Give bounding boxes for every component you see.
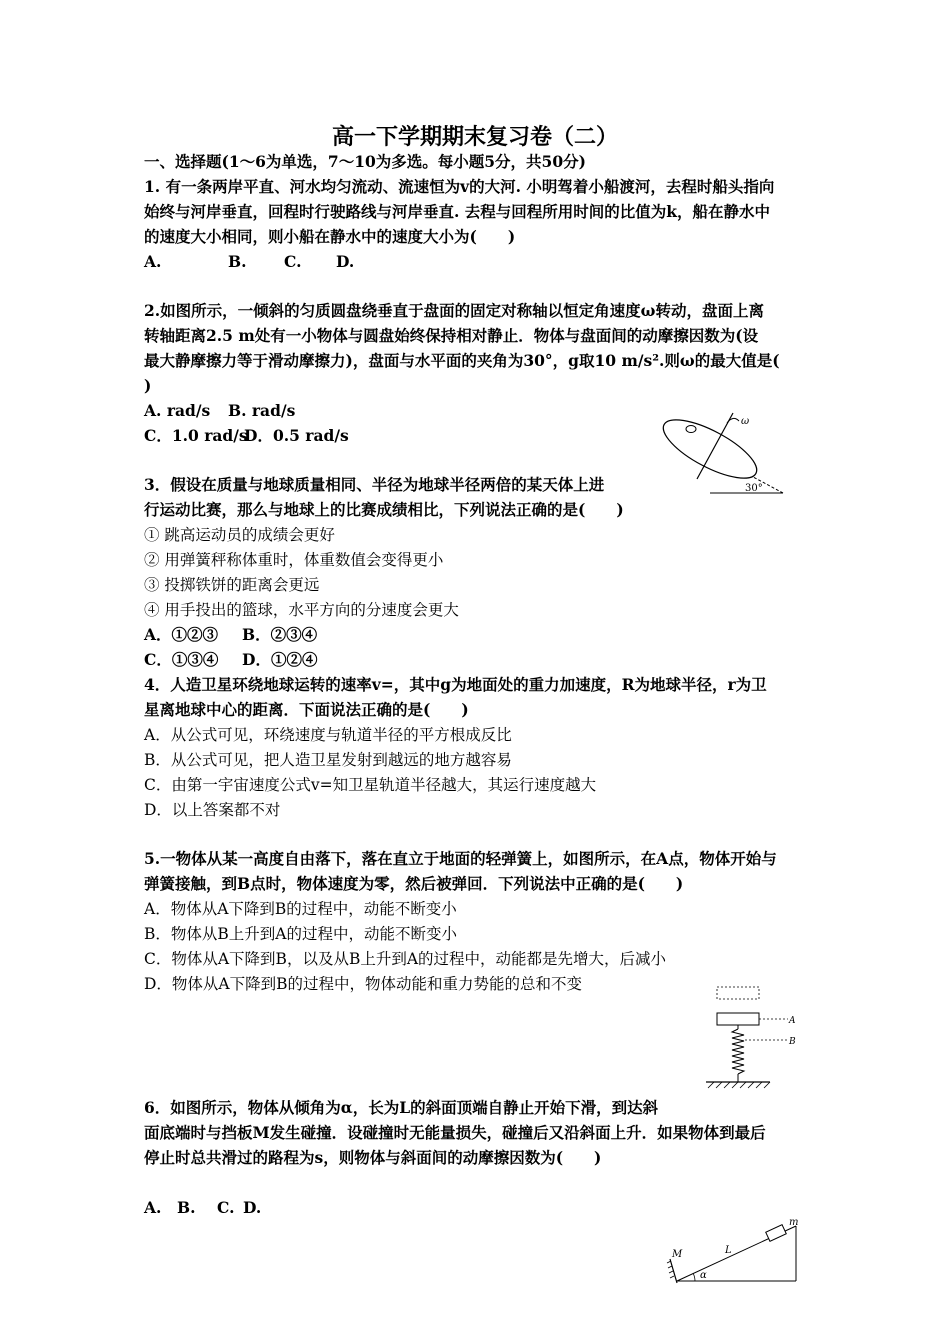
q6-line-2: 面底端时与挡板M发生碰撞．设碰撞时无能量损失，碰撞后又沿斜面上升．如果物体到最后 — [144, 1123, 766, 1142]
q2-line-4: ) — [144, 376, 152, 395]
q1-line-3: 的速度大小相同，则小船在静水中的速度大小为( ) — [144, 227, 516, 246]
label-length: L — [725, 1245, 732, 1256]
q6-option-a: A. — [144, 1198, 162, 1217]
q3-line-2: 行运动比赛，那么与地球上的比赛成绩相比，下列说法正确的是( ) — [144, 500, 624, 519]
q1-option-a: A. — [144, 252, 162, 271]
q5-line-1: 5.一物体从某一高度自由落下，落在直立于地面的轻弹簧上，如图所示，在A点，物体开始与 — [144, 849, 777, 868]
q6-line-1: 6．如图所示，物体从倾角为α，长为L的斜面顶端自静止开始下滑，到达斜 — [144, 1098, 659, 1117]
sliding-block — [766, 1225, 787, 1242]
q2-option-b: B. rad/s — [228, 401, 296, 420]
q3-options-row-2 — [144, 648, 317, 672]
q3-option-c: C．①③④ — [144, 650, 219, 669]
label-a: A — [789, 1016, 796, 1026]
q3-statement-4: ④ 用手投出的篮球，水平方向的分速度会更大 — [144, 601, 459, 619]
label-alpha: α — [700, 1270, 707, 1281]
q6-options — [144, 1196, 261, 1220]
spring-figure — [700, 982, 810, 1094]
q5-option-c: C．物体从A下降到B，以及从B上升到A的过程中，动能都是先增大，后减小 — [144, 950, 667, 968]
q2-options-row-2 — [144, 424, 349, 448]
q1-line-2: 始终与河岸垂直，回程时行驶路线与河岸垂直. 去程与回程所用时间的比值为k，船在静水中 — [144, 202, 771, 221]
q4-line-2: 星离地球中心的距离．下面说法正确的是( ) — [144, 700, 469, 719]
omega-label: ω — [741, 416, 750, 427]
q1-option-c: C. — [284, 252, 302, 271]
q5-option-a: A．物体从A下降到B的过程中，动能不断变小 — [144, 900, 457, 918]
q5-option-d: D．物体从A下降到B的过程中，物体动能和重力势能的总和不变 — [144, 975, 583, 993]
q4-option-c: C．由第一宇宙速度公式v=知卫星轨道半径越大，其运行速度越大 — [144, 776, 597, 794]
small-object — [686, 426, 696, 433]
ground-hatch — [708, 1082, 770, 1088]
q3-statement-2: ② 用弹簧秤称体重时，体重数值会变得更小 — [144, 551, 444, 569]
q4-line-1: 4．人造卫星环绕地球运转的速率v=，其中g为地面处的重力加速度，R为地球半径，r为卫 — [144, 675, 767, 694]
barrier-wall — [670, 1259, 677, 1283]
block — [717, 1013, 759, 1025]
initial-block-dashed — [717, 987, 759, 999]
label-wall-m: M — [672, 1249, 683, 1260]
q3-statement-3: ③ 投掷铁饼的距离会更远 — [144, 576, 320, 594]
q2-option-d: D．0.5 rad/s — [244, 426, 349, 445]
tilted-disc-figure — [655, 405, 790, 500]
q1-options — [144, 250, 354, 274]
q4-option-d: D．以上答案都不对 — [144, 801, 281, 819]
q3-option-a: A．①②③ — [144, 625, 219, 644]
q4-option-a: A．从公式可见，环绕速度与轨道半径的平方根成反比 — [144, 726, 512, 744]
rotation-arrow — [727, 418, 739, 423]
q6-option-d: D. — [243, 1198, 262, 1217]
incline-figure — [655, 1215, 800, 1295]
q6-line-3: 停止时总共滑过的路程为s，则物体与斜面间的动摩擦因数为( ) — [144, 1148, 602, 1167]
q3-statement-1: ① 跳高运动员的成绩会更好 — [144, 526, 335, 544]
q6-option-c: C. — [217, 1198, 235, 1217]
q6-option-b: B. — [177, 1198, 196, 1217]
q5-option-b: B．物体从B上升到A的过程中，动能不断变小 — [144, 925, 457, 943]
q2-option-a: A. rad/s — [144, 401, 211, 420]
label-b: B — [789, 1037, 796, 1047]
q1-option-d: D. — [336, 252, 355, 271]
section-heading: 一、选择题(1～6为单选，7～10为多选。每小题5分，共50分) — [144, 152, 586, 171]
q2-options-row-1 — [144, 399, 295, 423]
q1-option-b: B. — [228, 252, 247, 271]
q3-options-row-1 — [144, 623, 317, 647]
q4-option-b: B．从公式可见，把人造卫星发射到越远的地方越容易 — [144, 751, 512, 769]
angle-label: 30° — [745, 483, 763, 494]
q2-line-1: 2.如图所示，一倾斜的匀质圆盘绕垂直于盘面的固定对称轴以恒定角速度ω转动，盘面上离 — [144, 301, 764, 320]
q2-option-c: C．1.0 rad/s — [144, 426, 248, 445]
q3-option-b: B．②③④ — [242, 625, 318, 644]
q3-line-1: 3．假设在质量与地球质量相同、半径为地球半径两倍的某天体上进 — [144, 475, 605, 494]
q2-line-2: 转轴距离2.5 m处有一小物体与圆盘始终保持相对静止．物体与盘面间的动摩擦因数为(设 — [144, 326, 759, 345]
q1-line-1: 1. 有一条两岸平直、河水均匀流动、流速恒为v的大河. 小明驾着小船渡河，去程时船头指向 — [144, 177, 775, 196]
spring-coil — [732, 1029, 744, 1074]
q5-line-2: 弹簧接触，到B点时，物体速度为零，然后被弹回．下列说法中正确的是( ) — [144, 874, 684, 893]
page-title: 高一下学期期末复习卷（二） — [331, 124, 618, 150]
angle-arc — [693, 1273, 695, 1281]
q2-line-3: 最大静摩擦力等于滑动摩擦力)，盘面与水平面的夹角为30°，g取10 m/s².则ω的最大值是( — [144, 351, 780, 370]
label-block-m: m — [789, 1217, 799, 1228]
q3-option-d: D．①②④ — [242, 650, 318, 669]
